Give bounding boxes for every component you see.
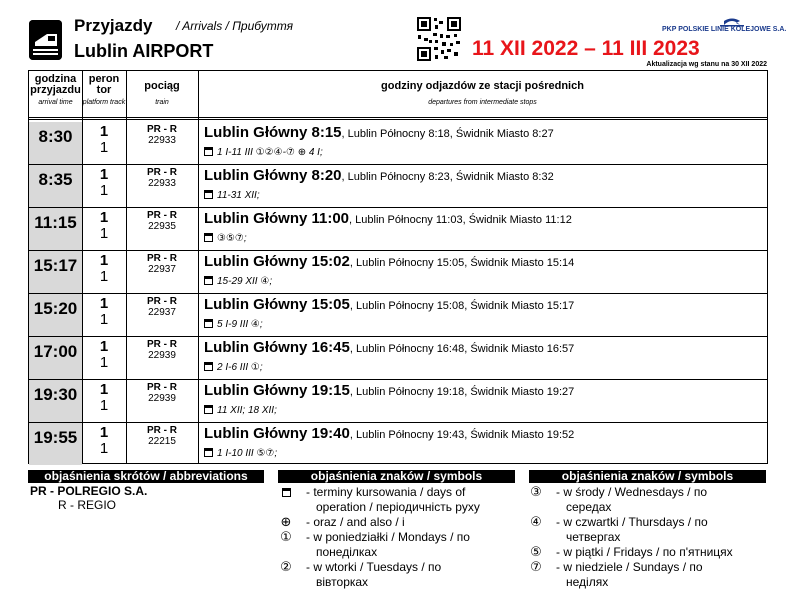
origin-station: Lublin Główny 19:15 — [204, 382, 350, 399]
operator-name: PKP POLSKIE LINIE KOLEJOWE S.A. — [662, 26, 787, 33]
symbols-header-1: objaśnienia znaków / symbols — [278, 470, 515, 483]
train-category-label: PR - R — [147, 425, 177, 436]
symbol-description-cont: operation / періодичність руху — [316, 500, 480, 514]
intermediate-stops: , Lublin Północny 8:18, Świdnik Miasto 8:27 — [341, 128, 554, 140]
calendar-icon — [204, 276, 213, 285]
train-category — [126, 339, 198, 350]
platform-number: 1 — [99, 166, 109, 183]
arrival-time: 15:17 — [29, 251, 82, 293]
station-name: Lublin AIRPORT — [74, 41, 214, 61]
intermediate-stops: , Lublin Północny 19:43, Świdnik Miasto 19:52 — [349, 429, 575, 441]
track-number: 1 — [99, 182, 109, 199]
symbol-description: - w czwartki / Thursdays / по — [556, 515, 708, 529]
train-category — [126, 296, 198, 307]
timetable-row — [29, 251, 767, 294]
arrival-time: 17:00 — [29, 337, 82, 379]
operating-days-text: 11-31 XII; — [217, 190, 260, 201]
header-divider — [29, 117, 767, 118]
col-time-label: godzina przyjazdu — [30, 73, 81, 96]
train-number: 22935 — [148, 221, 176, 232]
route-stops — [204, 210, 572, 228]
operating-days-text: 1 I-10 III ⑤⑦; — [217, 448, 278, 459]
operating-days — [204, 147, 323, 158]
arrival-time: 8:35 — [29, 165, 82, 207]
operating-days-text: ③⑤⑦; — [217, 233, 247, 244]
symbol-description-cont: четвергах — [566, 530, 621, 544]
symbol-description-cont: вівторках — [316, 575, 369, 589]
page-title: Przyjazdy — [74, 16, 153, 35]
symbols-header-2: objaśnienia znaków / symbols — [529, 470, 766, 483]
train-category — [126, 167, 198, 178]
operating-days — [204, 233, 247, 244]
page-title-translation: / Arrivals / Прибуття — [176, 19, 294, 33]
route-stops — [204, 296, 574, 314]
track-number: 1 — [99, 268, 109, 285]
platform-number: 1 — [99, 209, 109, 226]
train-category-label: PR - R — [147, 296, 177, 307]
header-divider — [29, 119, 767, 120]
operating-days-text: 15-29 XII ④; — [217, 276, 273, 287]
calendar-icon — [279, 485, 293, 499]
symbol-glyph: ② — [280, 559, 292, 574]
col-time-header — [29, 74, 82, 107]
train-category-label: PR - R — [147, 382, 177, 393]
symbol-glyph: ⑦ — [530, 559, 542, 574]
operating-days — [204, 276, 272, 287]
platform-number: 1 — [99, 424, 109, 441]
calendar-icon — [204, 448, 213, 457]
calendar-icon — [204, 190, 213, 199]
platform-number: 1 — [99, 381, 109, 398]
arrival-time: 15:20 — [29, 294, 82, 336]
train-category-label: PR - R — [147, 167, 177, 178]
route-stops — [204, 382, 574, 400]
intermediate-stops: , Lublin Północny 15:08, Świdnik Miasto 15:17 — [349, 300, 575, 312]
abbr-polregio: PR - POLREGIO S.A. — [30, 484, 148, 498]
train-number: 22933 — [148, 135, 176, 146]
symbol-glyph: ⊕ — [280, 514, 292, 529]
platform-number: 1 — [99, 123, 109, 140]
abbreviations-header: objaśnienia skrótów / abbreviations — [28, 470, 264, 483]
symbol-description-cont: неділях — [566, 575, 609, 589]
train-category — [126, 210, 198, 221]
origin-station: Lublin Główny 16:45 — [204, 339, 350, 356]
train-category — [126, 253, 198, 264]
operating-days-text: 1 I-11 III ①②④-⑦ ⊕ 4 I; — [217, 147, 323, 158]
track-number: 1 — [99, 354, 109, 371]
symbol-description: - w poniedziałki / Mondays / по — [306, 530, 470, 544]
train-logo-icon — [29, 20, 62, 60]
symbol-glyph: ④ — [530, 514, 542, 529]
operating-days-text: 11 XII; 18 XII; — [217, 405, 277, 416]
track-number: 1 — [99, 397, 109, 414]
col-platform-header — [82, 74, 126, 107]
arrival-time: 19:30 — [29, 380, 82, 422]
route-stops — [204, 167, 554, 185]
symbol-glyph: ① — [280, 529, 292, 544]
col-stops-label: godziny odjazdów ze stacji pośrednich — [381, 80, 584, 92]
train-category-label: PR - R — [147, 210, 177, 221]
symbol-description: - w środy / Wednesdays / по — [556, 485, 708, 499]
route-stops — [204, 124, 554, 142]
symbol-description: - terminy kursowania / days of — [306, 485, 466, 499]
origin-station: Lublin Główny 15:02 — [204, 253, 350, 270]
train-category — [126, 124, 198, 135]
col-train-header — [126, 81, 198, 107]
arrival-time: 19:55 — [29, 423, 82, 465]
col-stops-label-en: departures from intermediate stops — [428, 99, 537, 106]
timetable-row — [29, 165, 767, 208]
intermediate-stops: , Lublin Północny 19:18, Świdnik Miasto 19:27 — [349, 386, 575, 398]
train-category-label: PR - R — [147, 253, 177, 264]
operating-days — [204, 190, 260, 201]
track-number: 1 — [99, 440, 109, 457]
symbol-description: - w piątki / Fridays / по п'ятницях — [556, 545, 733, 559]
track-number: 1 — [99, 139, 109, 156]
operating-days — [204, 362, 263, 373]
train-category-label: PR - R — [147, 124, 177, 135]
timetable-row — [29, 337, 767, 380]
intermediate-stops: , Lublin Północny 16:48, Świdnik Miasto 16:57 — [349, 343, 575, 355]
timetable-row — [29, 423, 767, 466]
route-stops — [204, 339, 574, 357]
col-time-label-en: arrival time — [38, 99, 73, 106]
col-train-label: pociąg — [144, 80, 180, 92]
train-category — [126, 425, 198, 436]
col-platform-label-en: platform track — [82, 99, 126, 106]
route-stops — [204, 425, 574, 443]
operating-days — [204, 448, 277, 459]
symbol-description-cont: середах — [566, 500, 612, 514]
operating-days — [204, 405, 277, 416]
origin-station: Lublin Główny 15:05 — [204, 296, 350, 313]
validity-period: 11 XII 2022 – 11 III 2023 — [472, 37, 700, 60]
col-train-label-en: train — [155, 99, 169, 106]
train-number: 22939 — [148, 393, 176, 404]
col-platform-label: peron tor — [88, 73, 120, 96]
train-category — [126, 382, 198, 393]
timetable-row — [29, 380, 767, 423]
origin-station: Lublin Główny 8:15 — [204, 124, 342, 141]
symbol-description: - oraz / and also / і — [306, 515, 405, 529]
track-number: 1 — [99, 311, 109, 328]
calendar-icon — [204, 405, 213, 414]
abbr-regio: R - REGIO — [58, 498, 117, 512]
platform-number: 1 — [99, 252, 109, 269]
origin-station: Lublin Główny 11:00 — [204, 210, 350, 227]
timetable-row — [29, 208, 767, 251]
intermediate-stops: , Lublin Północny 15:05, Świdnik Miasto 15:14 — [349, 257, 575, 269]
calendar-icon — [204, 362, 213, 371]
train-number: 22939 — [148, 350, 176, 361]
platform-number: 1 — [99, 295, 109, 312]
operating-days-text: 2 I-6 III ①; — [217, 362, 263, 373]
train-number: 22933 — [148, 178, 176, 189]
origin-station: Lublin Główny 19:40 — [204, 425, 350, 442]
train-number: 22937 — [148, 307, 176, 318]
timetable — [28, 70, 768, 464]
symbol-description-cont: понеділках — [316, 545, 378, 559]
calendar-icon — [204, 233, 213, 242]
col-stops-header — [198, 81, 767, 107]
train-number: 22215 — [148, 436, 176, 447]
timetable-row — [29, 122, 767, 165]
symbol-description: - w wtorki / Tuesdays / по — [306, 560, 442, 574]
arrival-time: 11:15 — [29, 208, 82, 250]
intermediate-stops: , Lublin Północny 11:03, Świdnik Miasto 11:12 — [349, 214, 572, 226]
operating-days — [204, 319, 263, 330]
track-number: 1 — [99, 225, 109, 242]
calendar-icon — [204, 319, 213, 328]
operating-days-text: 5 I-9 III ④; — [217, 319, 263, 330]
arrival-time: 8:30 — [29, 122, 82, 164]
symbol-description: - w niedziele / Sundays / по — [556, 560, 703, 574]
train-category-label: PR - R — [147, 339, 177, 350]
update-note: Aktualizacja wg stanu na 30 XII 2022 — [646, 61, 767, 68]
timetable-row — [29, 294, 767, 337]
platform-number: 1 — [99, 338, 109, 355]
intermediate-stops: , Lublin Północny 8:23, Świdnik Miasto 8:32 — [341, 171, 554, 183]
symbol-glyph: ⑤ — [530, 544, 542, 559]
symbol-glyph: ③ — [530, 484, 542, 499]
origin-station: Lublin Główny 8:20 — [204, 167, 342, 184]
calendar-icon — [204, 147, 213, 156]
qr-code-icon[interactable] — [416, 16, 462, 62]
route-stops — [204, 253, 574, 271]
train-number: 22937 — [148, 264, 176, 275]
